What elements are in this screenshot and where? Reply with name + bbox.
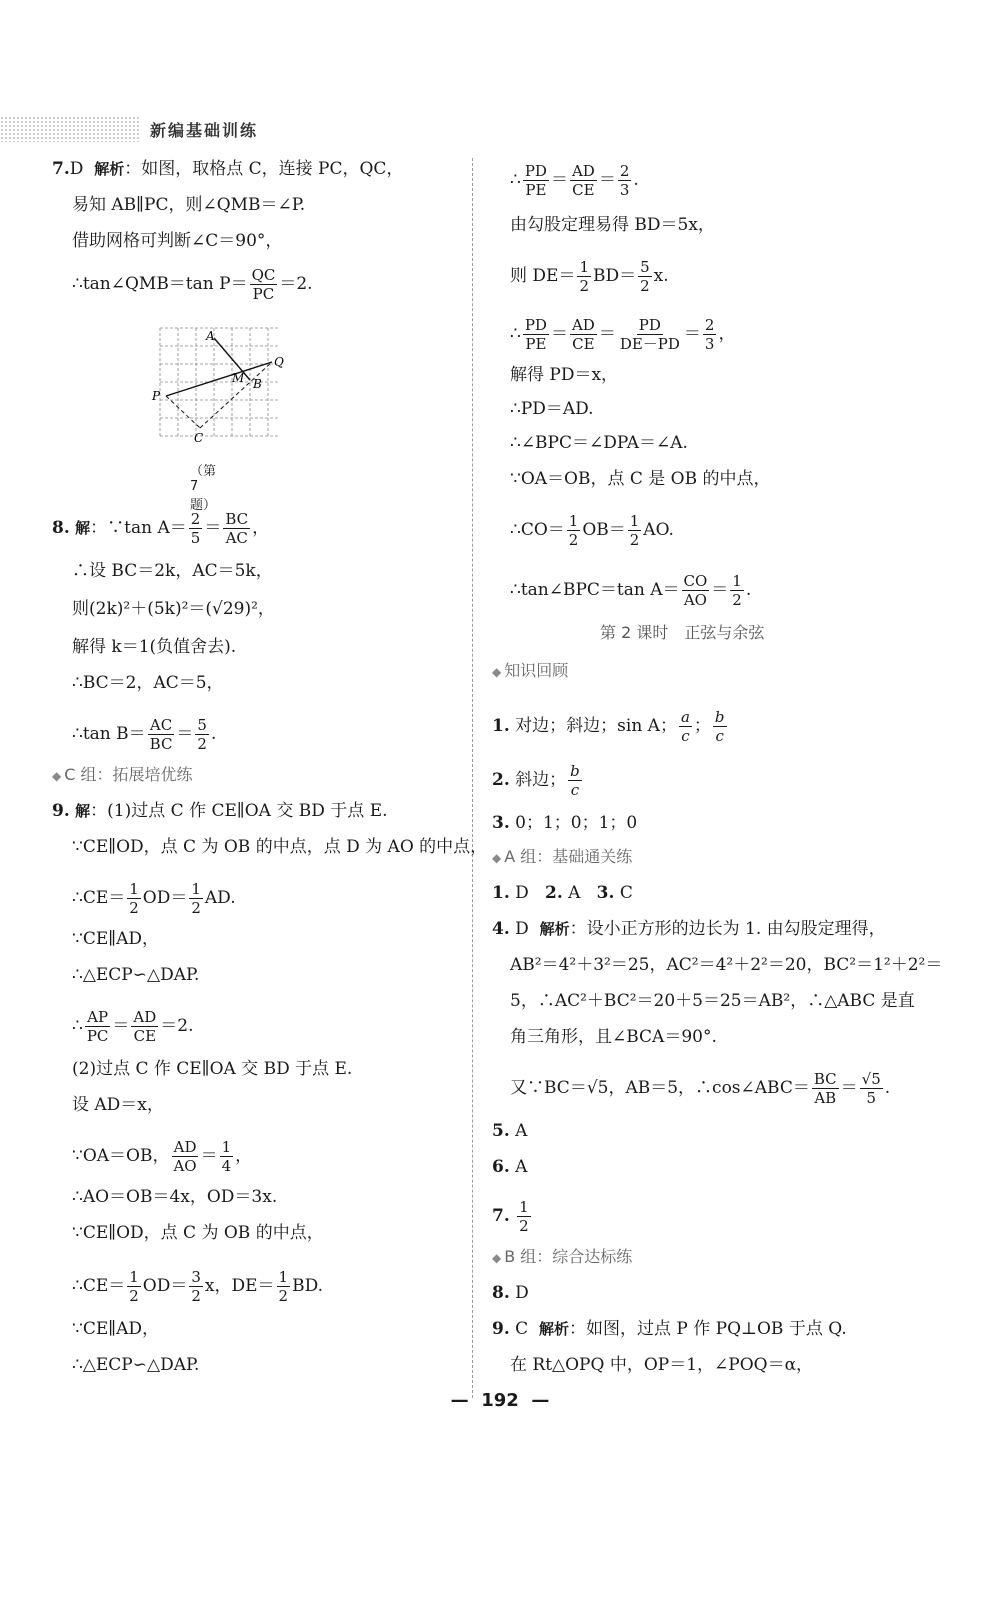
lesson-title: 第 2 课时 正弦与余弦 — [600, 623, 765, 642]
r-line3: 则 DE＝ $\frac{1}{2}$ BD＝ $\frac{5}{2}$ x. — [510, 258, 669, 295]
r-line2: 由勾股定理易得 BD＝5x， — [510, 215, 715, 235]
fig7-label-M: M — [232, 371, 245, 385]
r-line9: ∴CO＝ $\frac{1}{2}$ OB＝ $\frac{1}{2}$ AO. — [510, 512, 674, 549]
header-dot-pattern — [0, 116, 140, 142]
a6-answer: 6. A — [492, 1157, 528, 1177]
b8-answer: 8. D — [492, 1283, 529, 1303]
review-3: 3. 0；1；0；1；0 — [492, 813, 638, 833]
header-title: 新编基础训练 — [150, 121, 259, 140]
fig7-label-A: A — [206, 329, 215, 343]
diamond-icon: ◆ — [492, 1251, 502, 1265]
r-line1: ∴ $\frac{PD}{PE}$ ＝ $\frac{AD}{CE}$ ＝ $\frac{2}{3}$ . — [510, 162, 639, 199]
q8-line3: 则(2k)²＋(5k)²＝(√29)²， — [72, 599, 275, 619]
diamond-icon: ◆ — [52, 769, 62, 783]
r-line5: 解得 PD＝x， — [510, 365, 619, 385]
a4-line4: 角三角形，且∠BCA＝90°. — [510, 1027, 717, 1047]
r-line7: ∴∠BPC＝∠DPA＝∠A. — [510, 433, 688, 453]
b9-line2: 在 Rt△OPQ 中，OP＝1，∠POQ＝α， — [510, 1355, 814, 1375]
figure-7-grid — [150, 318, 300, 448]
fig7-label-B: B — [253, 377, 262, 391]
q7-line1: 7.D 解析：如图，取格点 C，连接 PC，QC， — [52, 159, 404, 179]
a4-line2: AB²＝4²＋3²＝25，AC²＝4²＋2²＝20，BC²＝1²＋2²＝ — [510, 955, 943, 975]
q9-line9: ∵OA＝OB， $\frac{AD}{AO}$ ＝ $\frac{1}{4}$ ， — [72, 1138, 253, 1175]
q9-line11: ∵CE∥OD，点 C 为 OB 的中点， — [72, 1223, 324, 1243]
q8-line4: 解得 k＝1(负值舍去). — [72, 637, 237, 657]
r-line4: ∴ $\frac{PD}{PE}$ ＝ $\frac{AD}{CE}$ ＝ $\frac{PD}{DE-PD}$ ＝ $\frac{2}{3}$ ， — [510, 316, 736, 353]
fig7-label-C: C — [194, 431, 204, 445]
column-divider — [472, 158, 473, 1398]
a4-line3: 5，∴AC²＋BC²＝20＋5＝25＝AB²，∴△ABC 是直 — [510, 991, 915, 1011]
section-c-heading: ◆ C 组：拓展培优练 — [52, 765, 193, 784]
a7-answer: 7. $\frac{1}{2}$ — [492, 1198, 529, 1235]
q8-line6: ∴tan B＝ $\frac{AC}{BC}$ ＝ $\frac{5}{2}$ . — [72, 716, 217, 753]
fig7-label-Q: Q — [274, 355, 284, 369]
q9-line8: 设 AD＝x， — [72, 1095, 164, 1115]
a-answers-1-3: 1. D 2. A 3. C — [492, 883, 633, 903]
a5-answer: 5. A — [492, 1121, 528, 1141]
q9-line2: ∵CE∥OD，点 C 为 OB 的中点，点 D 为 AO 的中点， — [72, 837, 488, 857]
q8-line2: ∴设 BC＝2k，AC＝5k， — [72, 561, 273, 581]
diamond-icon: ◆ — [492, 851, 502, 865]
q8-line5: ∴BC＝2，AC＝5， — [72, 673, 224, 693]
q9-line1: 9. 解：(1)过点 C 作 CE∥OA 交 BD 于点 E. — [52, 801, 388, 821]
a4-line5: 又∵BC＝√5，AB＝5，∴cos∠ABC＝ $\frac{BC}{AB}$ ＝ $\frac{√5}{5}$ . — [510, 1070, 891, 1107]
r-line8: ∵OA＝OB，点 C 是 OB 的中点， — [510, 469, 771, 489]
q9-line3: ∴CE＝ $\frac{1}{2}$ OD＝ $\frac{1}{2}$ AD. — [72, 880, 236, 917]
section-a-heading: ◆ A 组：基础通关练 — [492, 847, 633, 866]
review-2: 2. 斜边； $\frac{b}{c}$ — [492, 762, 580, 799]
q9-line6: ∴ $\frac{AP}{PC}$ ＝ $\frac{AD}{CE}$ ＝2. — [72, 1008, 194, 1045]
section-b-heading: ◆ B 组：综合达标练 — [492, 1247, 633, 1266]
diamond-icon: ◆ — [492, 665, 502, 679]
q9-line13: ∵CE∥AD， — [72, 1319, 159, 1339]
page-header — [0, 112, 300, 146]
r-line10: ∴tan∠BPC＝tan A＝ $\frac{CO}{AO}$ ＝ $\frac{1}{2}$ . — [510, 572, 752, 609]
q9-line10: ∴AO＝OB＝4x，OD＝3x. — [72, 1187, 278, 1207]
q9-line5: ∴△ECP∽△DAP. — [72, 965, 200, 985]
q7-line2: 易知 AB∥PC，则∠QMB＝∠P. — [72, 195, 306, 215]
b9-line1: 9. C 解析：如图，过点 P 作 PQ⊥OB 于点 Q. — [492, 1319, 847, 1339]
q7-line3: 借助网格可判断∠C＝90°， — [72, 231, 283, 251]
q8-line1: 8. 解：∵tan A＝ $\frac{2}{5}$ ＝ $\frac{BC}{AC}$ ， — [52, 510, 270, 547]
q9-line12: ∴CE＝ $\frac{1}{2}$ OD＝ $\frac{3}{2}$ x，DE＝ $\frac{1}{2}$ BD. — [72, 1268, 324, 1305]
page-number: — 192 — — [450, 1390, 550, 1411]
fig7-label-P: P — [152, 389, 161, 403]
section-review-heading: ◆ 知识回顾 — [492, 661, 569, 680]
q9-line4: ∵CE∥AD， — [72, 929, 159, 949]
r-line6: ∴PD＝AD. — [510, 399, 594, 419]
q9-line14: ∴△ECP∽△DAP. — [72, 1355, 200, 1375]
review-1: 1. 对边；斜边；sin A； $\frac{a}{c}$ ； $\frac{b}{c}$ — [492, 708, 725, 745]
q9-line7: (2)过点 C 作 CE∥OA 交 BD 于点 E. — [72, 1059, 353, 1079]
a4-line1: 4. D 解析：设小正方形的边长为 1. 由勾股定理得， — [492, 919, 886, 939]
q7-line4: ∴tan∠QMB＝tan P＝ $\frac{QC}{PC}$ ＝2. — [72, 266, 313, 303]
figure-7-caption: （第 7 题） — [190, 464, 217, 513]
